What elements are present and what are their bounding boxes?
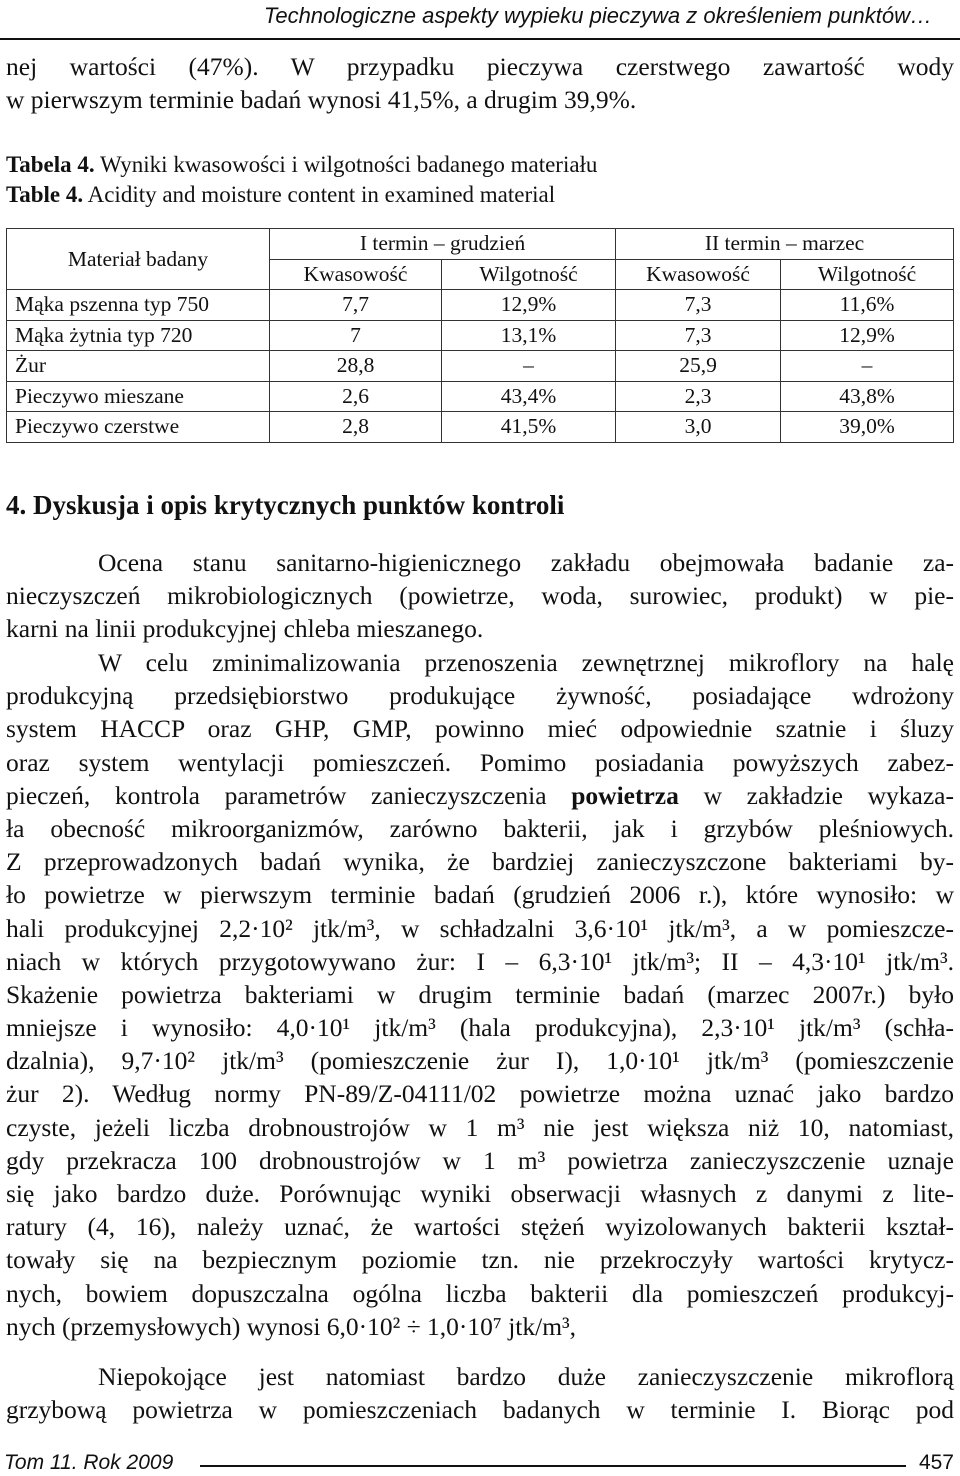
table-subheader: Kwasowość — [616, 259, 781, 290]
table-corner-header: Materiał badany — [7, 229, 270, 290]
caption-en — [6, 180, 954, 210]
caption-en-label: Table 4. — [6, 182, 84, 207]
table-cell: Pieczywo mieszane — [7, 381, 270, 412]
text-line: grzybową powietrza w pomieszczeniach badanych w terminie I. Biorąc pod — [6, 1395, 954, 1425]
table-cell: 39,0% — [781, 412, 954, 443]
caption-en-text: Acidity and moisture content in examined material — [83, 182, 556, 207]
table-cell: Żur — [7, 351, 270, 382]
table-cell: 7,3 — [616, 290, 781, 321]
table-cell: 3,0 — [616, 412, 781, 443]
table-cell: 2,6 — [270, 381, 442, 412]
table-caption — [6, 150, 954, 210]
table-row — [7, 351, 954, 382]
paragraph-1 — [6, 546, 954, 646]
table-cell: 2,8 — [270, 412, 442, 443]
results-table — [6, 228, 954, 443]
paragraph-3 — [6, 1360, 954, 1426]
table-cell: 41,5% — [442, 412, 616, 443]
text-line: karni na linii produkcyjnej chleba mieszanego. — [6, 614, 484, 644]
table-cell: 28,8 — [270, 351, 442, 382]
text-line: czyste, jeżeli liczba drobnoustrojów w 1 m³ nie jest większa niż 10, natomiast, — [6, 1112, 954, 1142]
intro-paragraph — [6, 50, 954, 116]
table-row — [7, 290, 954, 321]
footer-volume: Tom 11. Rok 2009 — [4, 1451, 174, 1474]
table-cell: 2,3 — [616, 381, 781, 412]
text-run: pieczeń, kontrola parametrów zanieczyszczenia — [6, 780, 572, 810]
text-line: nych (przemysłowych) wynosi 6,0·10² ÷ 1,0·10⁷ jtk/m³, — [6, 1311, 577, 1341]
table-subheader: Wilgotność — [781, 259, 954, 290]
table-group-header: II termin – marzec — [616, 229, 954, 260]
table-cell: – — [781, 351, 954, 382]
text-line: W celu zminimalizowania przenoszenia zewnętrznej mikroflory na halę — [98, 648, 954, 677]
text-line: ło powietrze w pierwszym terminie badań (grudzień 2006 r.), które wynosiło: w — [6, 880, 954, 910]
table-cell: 43,4% — [442, 381, 616, 412]
text-line: nieczyszczeń mikrobiologicznych (powietrze, woda, surowiec, produkt) w pie- — [6, 581, 954, 611]
text-line: system HACCP oraz GHP, GMP, powinno mieć odpowiednie szatnie i śluzy — [6, 714, 954, 744]
bold-keyword: powietrza — [571, 780, 679, 810]
table-group-header: I termin – grudzień — [270, 229, 616, 260]
footer-rule — [200, 1465, 906, 1467]
text-line: mniejsze i wynosiło: 4,0·10¹ jtk/m³ (hala produkcyjna), 2,3·10¹ jtk/m³ (schła- — [6, 1013, 954, 1043]
table-cell: 43,8% — [781, 381, 954, 412]
text-line — [6, 779, 954, 812]
text-line: w pierwszym terminie badań wynosi 41,5%, a drugim 39,9%. — [6, 85, 637, 115]
table-cell: 7 — [270, 320, 442, 351]
caption-pl-label: Tabela 4. — [6, 152, 95, 177]
text-line: Ocena stanu sanitarno-higienicznego zakładu obejmowała badanie za- — [98, 548, 954, 577]
text-line: dzalnia), 9,7·10² jtk/m³ (pomieszczenie żur I), 1,0·10¹ jtk/m³ (pomieszczenie — [6, 1046, 954, 1076]
table-row — [7, 320, 954, 351]
table-row — [7, 412, 954, 443]
table-cell: 13,1% — [442, 320, 616, 351]
text-line: hali produkcyjnej 2,2·10² jtk/m³, w schładzalni 3,6·10¹ jtk/m³, a w pomieszcze- — [6, 913, 954, 943]
text-line: gdy przekracza 100 drobnoustrojów w 1 m³ powietrza zanieczyszczenie uznaje — [6, 1145, 954, 1175]
table-cell: 7,7 — [270, 290, 442, 321]
text-line: nych, bowiem dopuszczalna ogólna liczba bakterii dla pomieszczeń produkcyj- — [6, 1278, 954, 1308]
paragraph-2 — [6, 646, 954, 1343]
table-cell: Pieczywo czerstwe — [7, 412, 270, 443]
section-heading: 4. Dyskusja i opis krytycznych punktów kontroli — [6, 490, 565, 520]
table-cell: – — [442, 351, 616, 382]
text-run: w zakładzie wykaza- — [678, 780, 954, 810]
page-number: 457 — [918, 1451, 954, 1474]
text-line: Niepokojące jest natomiast bardzo duże zanieczyszczenie mikroflorą — [98, 1362, 954, 1391]
text-line: towały się na bezpiecznym poziomie tzn. nie przekroczyły wartości krytycz- — [6, 1245, 954, 1275]
text-line: Z przeprowadzonych badań wynika, że bardziej zanieczyszczone bakteriami by- — [6, 847, 954, 877]
text-line: oraz system wentylacji pomieszczeń. Pomimo posiadania powyższych zabez- — [6, 747, 954, 777]
table-subheader: Wilgotność — [442, 259, 616, 290]
text-line: Skażenie powietrza bakteriami w drugim terminie badań (marzec 2007r.) było — [6, 979, 954, 1009]
table-cell: 7,3 — [616, 320, 781, 351]
table-cell: 12,9% — [442, 290, 616, 321]
table-cell: Mąka żytnia typ 720 — [7, 320, 270, 351]
table-cell: 11,6% — [781, 290, 954, 321]
running-header — [0, 0, 960, 40]
running-title: Technologiczne aspekty wypieku pieczywa z określeniem punktów… — [263, 3, 932, 28]
caption-pl — [6, 150, 954, 180]
text-line: nej wartości (47%). W przypadku pieczywa czerstwego zawartość wody — [6, 52, 954, 81]
table-row — [7, 381, 954, 412]
text-line: produkcyjną przedsiębiorstwo produkujące żywność, posiadające wdrożony — [6, 681, 954, 711]
text-line: niach w których przygotowywano żur: I – 6,3·10¹ jtk/m³; II – 4,3·10¹ jtk/m³. — [6, 946, 954, 976]
text-line: ła obecność mikroorganizmów, zarówno bakterii, jak i grzybów pleśniowych. — [6, 813, 954, 843]
table-cell: Mąka pszenna typ 750 — [7, 290, 270, 321]
caption-pl-text: Wyniki kwasowości i wilgotności badanego materiału — [94, 152, 598, 177]
text-line: ratury (4, 16), należy uznać, że wartości stężeń wyizolowanych bakterii kształ- — [6, 1212, 954, 1242]
table-subheader: Kwasowość — [270, 259, 442, 290]
table-cell: 25,9 — [616, 351, 781, 382]
text-line: się jako bardzo duże. Porównując wyniki obserwacji własnych z danymi z lite- — [6, 1179, 954, 1208]
text-line: żur 2). Według normy PN-89/Z-04111/02 powietrze można uznać jako bardzo — [6, 1079, 954, 1109]
table-cell: 12,9% — [781, 320, 954, 351]
